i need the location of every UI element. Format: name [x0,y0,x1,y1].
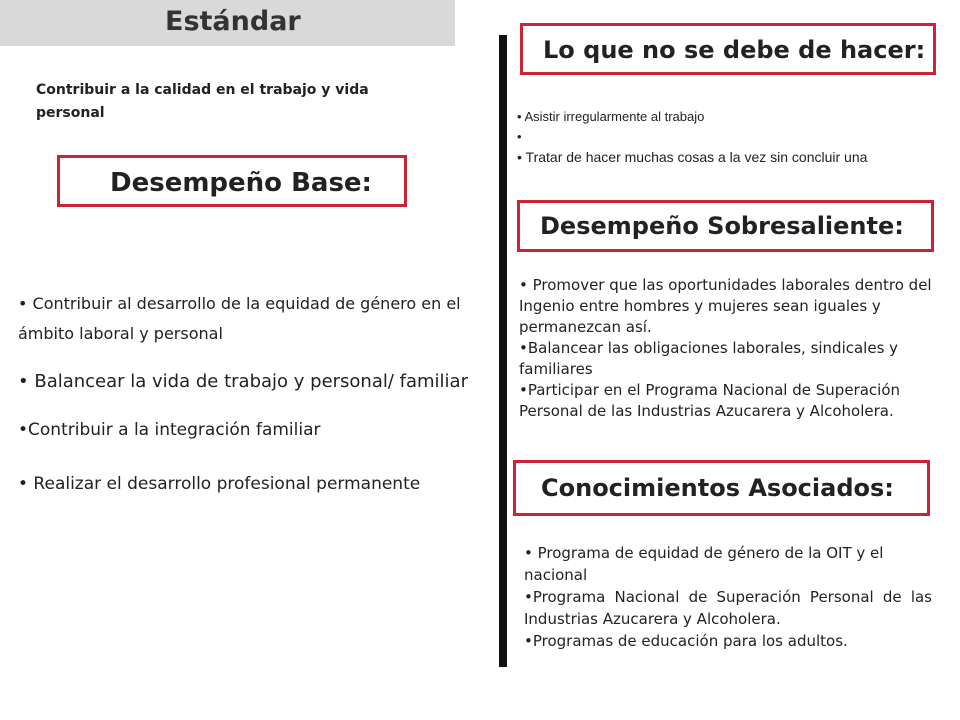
list-item: • Asistir irregularmente al trabajo [517,109,705,124]
conocimientos-asociados-heading: Conocimientos Asociados: [513,460,930,516]
list-item: •Programa Nacional de Superación Personal de las Industrias Azucarera y Alcoholera. [524,588,932,628]
sobresaliente-list [519,275,944,422]
estandar-description: Contribuir a la calidad en el trabajo y vida personal [36,82,369,121]
list-item: • Contribuir al desarrollo de la equidad de género en el ámbito laboral y personal [18,294,461,343]
desempeno-base-list [18,289,478,499]
list-item: • Programa de equidad de género de la OIT y el nacional [524,544,884,584]
list-item: •Balancear las obligaciones laborales, sindicales y familiares [519,339,899,378]
list-item: • Tratar de hacer muchas cosas a la vez sin concluir una [517,149,868,165]
list-item: •Contribuir a la integración familiar [18,420,321,440]
list-item: •Programas de educación para los adultos. [524,632,848,650]
list-item: • Balancear la vida de trabajo y personal/ familiar [18,371,468,392]
desempeno-base-heading: Desempeño Base: [57,155,407,207]
estandar-title: Estándar [165,6,301,37]
list-item: •Participar en el Programa Nacional de Superación Personal de las Industrias Azucarera y Alcoholera. [519,381,900,420]
conocimientos-list [524,542,932,652]
list-item: • Promover que las oportunidades laborales dentro del Ingenio entre hombres y mujeres sean iguales y permanezcan así. [519,276,932,336]
list-item: • Realizar el desarrollo profesional permanente [18,474,421,494]
list-item: • [517,129,522,144]
desempeno-sobresaliente-heading: Desempeño Sobresaliente: [517,200,934,252]
no-hacer-heading: Lo que no se debe de hacer: [520,23,936,75]
vertical-divider [499,35,507,667]
no-hacer-list [517,107,917,167]
